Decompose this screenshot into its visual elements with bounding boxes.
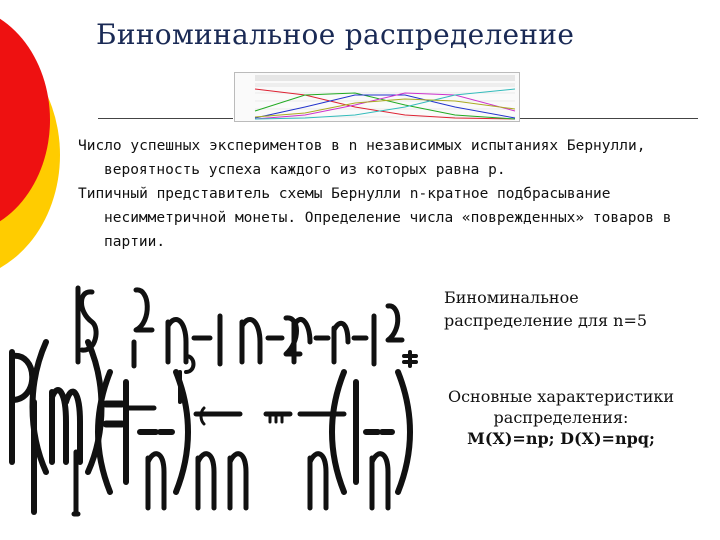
characteristics-heading: Основные характеристики распределения: — [447, 387, 675, 427]
divider-line-right — [520, 118, 698, 119]
slide-title: Биноминальное распределение — [96, 18, 575, 51]
divider-line-left — [98, 118, 233, 119]
bullet-definition: Число успешных экспериментов в n независимых испытаниях Бернулли, вероятность успеха каждого из которых равна p. — [78, 138, 646, 178]
characteristics-block — [426, 386, 696, 449]
bullet-example: Типичный представитель схемы Бернулли n-кратное подбрасывание несимметричной монеты. Определение числа «поврежденных» товаров в партии. — [78, 186, 672, 250]
binomial-formula-image — [0, 282, 420, 522]
characteristics-values: M(X)=np; D(X)=npq; — [467, 429, 655, 448]
chart-caption: Биноминальное распределение для n=5 — [444, 288, 648, 330]
bullet-list — [78, 134, 688, 254]
distribution-chart-thumbnail — [234, 72, 520, 122]
